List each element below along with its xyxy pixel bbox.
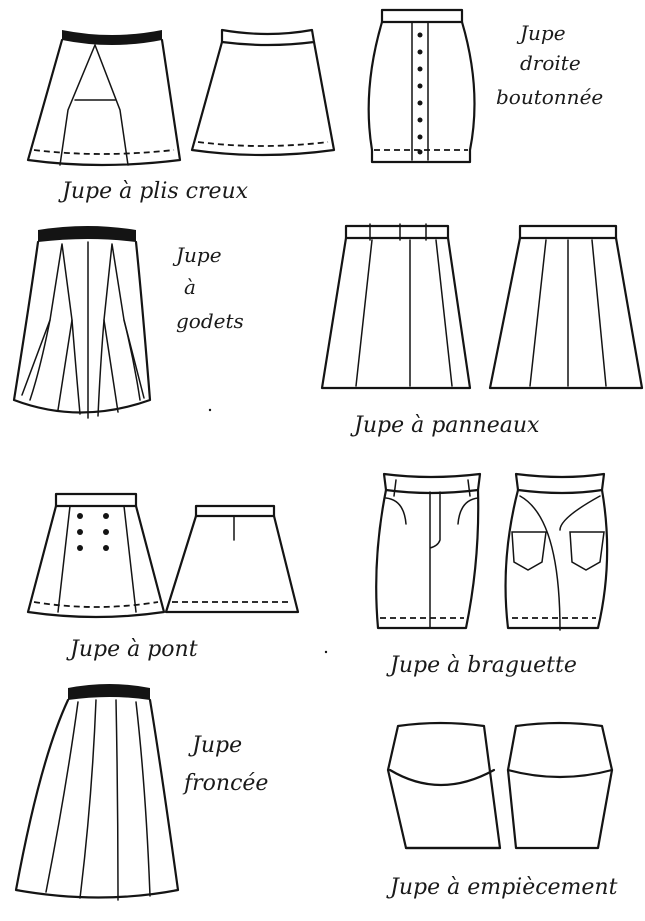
caption-pont: Jupe à pont bbox=[70, 637, 198, 662]
caption-droite-line3: boutonnée bbox=[496, 85, 604, 109]
skirt-panneaux-back bbox=[490, 226, 642, 388]
skirt-plis-creux-front bbox=[28, 30, 180, 165]
skirt-panneaux-front bbox=[322, 224, 470, 388]
skirt-godets bbox=[14, 226, 150, 418]
skirt-droite-boutonnee bbox=[369, 10, 475, 162]
caption-braguette: Jupe à braguette bbox=[390, 653, 577, 678]
caption-panneaux: Jupe à panneaux bbox=[354, 413, 540, 438]
ink-speck bbox=[325, 651, 327, 653]
caption-droite-line1: Jupe bbox=[520, 21, 566, 45]
skirt-empiecement-front bbox=[388, 723, 500, 848]
skirt-froncee bbox=[16, 684, 178, 900]
caption-plis-creux: Jupe à plis creux bbox=[62, 179, 249, 204]
caption-godets-line1: Jupe bbox=[176, 243, 222, 267]
skirt-pont-back bbox=[166, 506, 298, 612]
skirt-empiecement-back bbox=[508, 723, 612, 848]
caption-empiecement: Jupe à empiècement bbox=[390, 875, 618, 900]
ink-speck bbox=[209, 409, 211, 411]
caption-froncee-line1: Jupe bbox=[192, 733, 243, 758]
caption-godets-line3: godets bbox=[176, 309, 244, 333]
caption-droite-line2: droite bbox=[520, 51, 581, 75]
skirt-braguette-front bbox=[376, 474, 480, 628]
caption-godets-line2: à bbox=[184, 275, 196, 299]
skirt-plis-creux-back bbox=[192, 30, 334, 155]
skirt-braguette-back bbox=[506, 474, 608, 630]
caption-froncee-line2: froncée bbox=[184, 771, 269, 796]
button-column bbox=[418, 33, 423, 155]
skirt-pont-front bbox=[28, 494, 164, 617]
